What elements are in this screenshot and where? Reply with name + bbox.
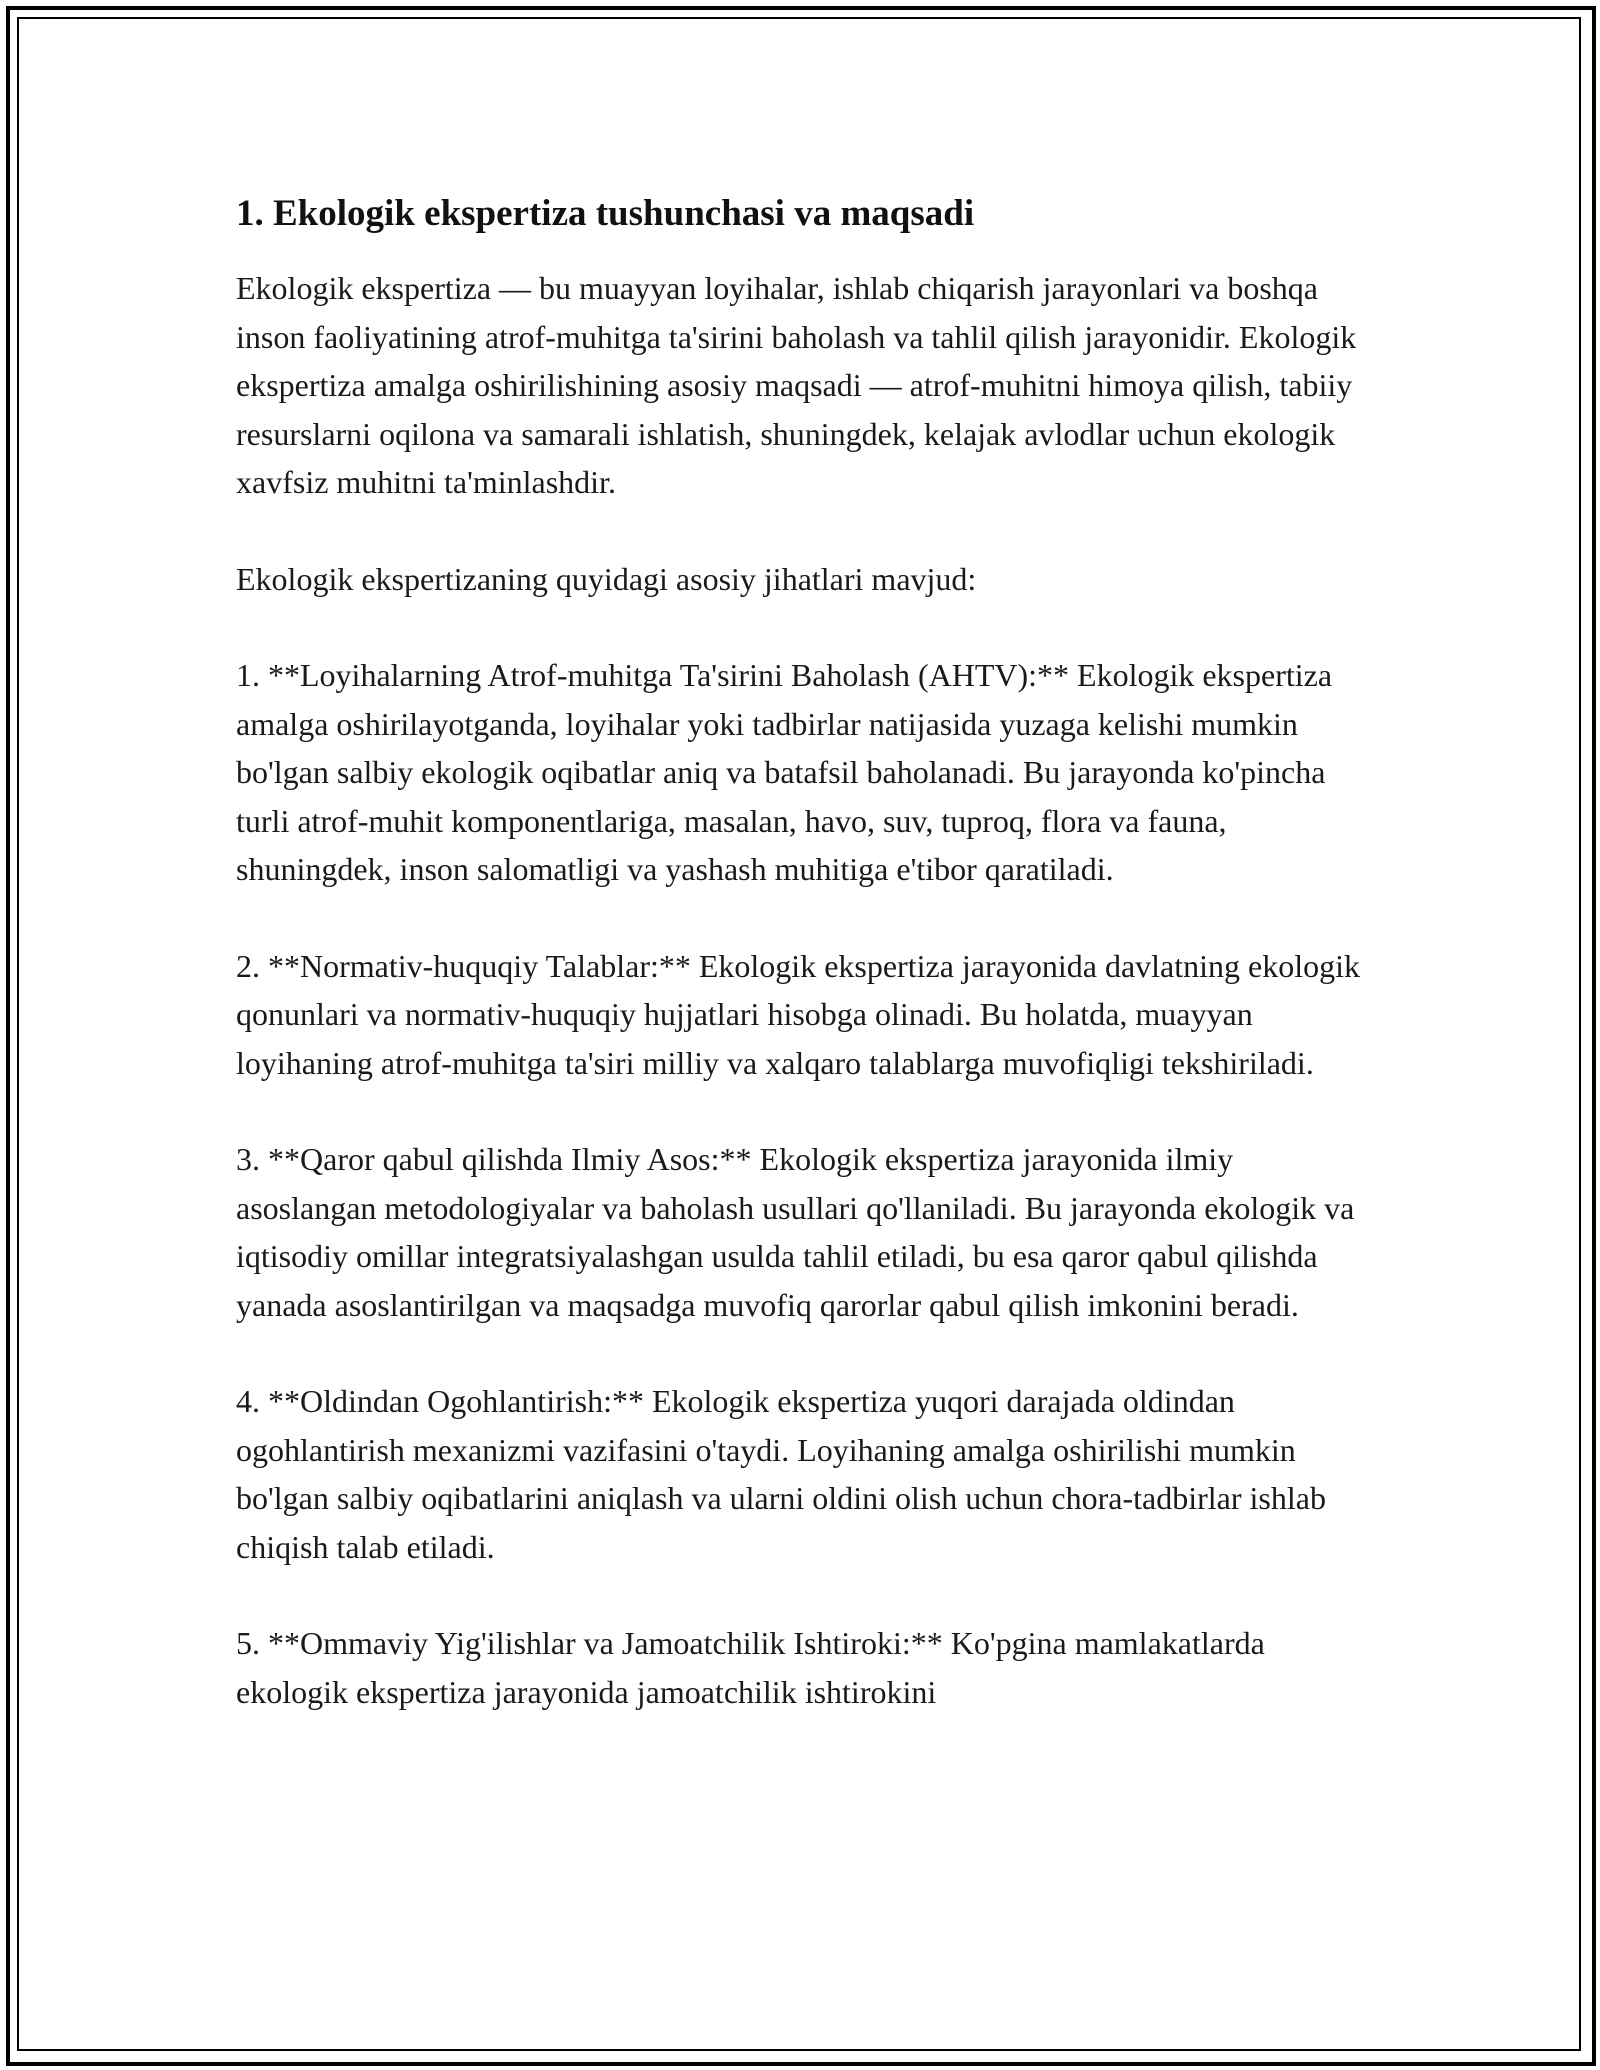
paragraph-item-2: 2. **Normativ-huquqiy Talablar:** Ekologik ekspertiza jarayonida davlatning ekologik qonunlari va normativ-huquqiy hujjatlari hisobga olinadi. Bu holatda, muayyan loyihaning atrof-muhitga ta'siri milliy va xalqaro talablarga muvofiqligi tekshiriladi.	[236, 947, 1360, 1081]
section-heading: 1. Ekologik ekspertiza tushunchasi va maqsadi	[236, 193, 975, 234]
paragraph-item-4: 4. **Oldindan Ogohlantirish:** Ekologik ekspertiza yuqori darajada oldindan ogohlantirish mexanizmi vazifasini o'taydi. Loyihaning amalga oshirilishi mumkin bo'lgan salbiy oqibatlarini aniqlash va ularni oldini olish uchun chora-tadbirlar ishlab chiqish talab etiladi.	[236, 1383, 1326, 1565]
paragraph-item-3: 3. **Qaror qabul qilishda Ilmiy Asos:** Ekologik ekspertiza jarayonida ilmiy asoslangan metodologiyalar va baholash usullari qo'llaniladi. Bu jarayonda ekologik va iqtisodiy omillar integratsiyalashgan usulda tahlil etiladi, bu esa qaror qabul qilishda yanada asoslantirilgan va maqsadga muvofiq qarorlar qabul qilish imkonini beradi.	[236, 1141, 1355, 1323]
paragraph-item-1: 1. **Loyihalarning Atrof-muhitga Ta'sirini Baholash (AHTV):** Ekologik ekspertiza amalga oshirilayotganda, loyihalar yoki tadbirlar natijasida yuzaga kelishi mumkin bo'lgan salbiy ekologik oqibatlar aniq va batafsil baholanadi. Bu jarayonda ko'pincha turli atrof-muhit komponentlariga, masalan, havo, suv, tuproq, flora va fauna, shuningdek, inson salomatligi va yashash muhitiga e'tibor qaratiladi.	[236, 657, 1333, 887]
paragraph-aspects-intro: Ekologik ekspertizaning quyidagi asosiy jihatlari mavjud:	[236, 560, 977, 597]
document-body	[236, 186, 1366, 1764]
paragraph-item-5: 5. **Ommaviy Yig'ilishlar va Jamoatchilik Ishtiroki:** Ko'pgina mamlakatlarda ekologik ekspertiza jarayonida jamoatchilik ishtirokini	[236, 1625, 1265, 1710]
paragraph-definition: Ekologik ekspertiza — bu muayyan loyihalar, ishlab chiqarish jarayonlari va boshqa inson faoliyatining atrof-muhitga ta'sirini baholash va tahlil qilish jarayonidir. Ekologik ekspertiza amalga oshirilishining asosiy maqsadi — atrof-muhitni himoya qilish, tabiiy resurslarni oqilona va samarali ishlatish, shuningdek, kelajak avlodlar uchun ekologik xavfsiz muhitni ta'minlashdir.	[236, 270, 1357, 500]
